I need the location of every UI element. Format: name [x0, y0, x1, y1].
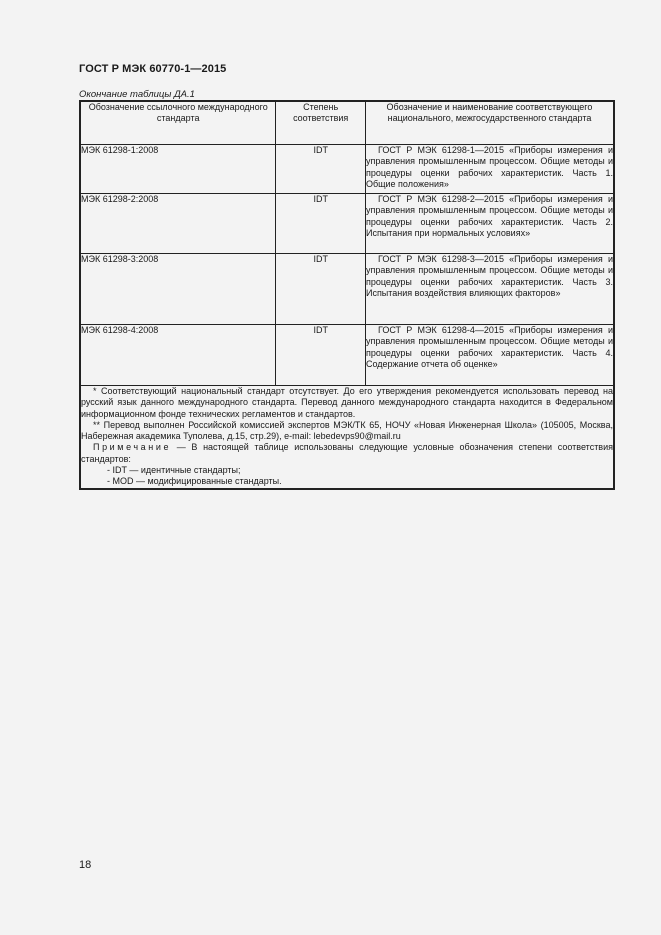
national-standard-cell: ГОСТ Р МЭК 61298-3—2015 «Приборы измерения и управления промышленным процессом. Общие методы и процедуры оценки рабочих характеристик. Часть 3. Испытания воздействия влияющих факторов»: [365, 254, 614, 325]
national-standard-cell: ГОСТ Р МЭК 61298-2—2015 «Приборы измерения и управления промышленным процессом. Общие методы и процедуры оценки рабочих характеристик. Часть 2. Испытания при нормальных условиях»: [365, 194, 614, 254]
ref-standard-cell: МЭК 61298-2:2008: [80, 194, 276, 254]
footnote-2: ** Перевод выполнен Российской комиссией экспертов МЭК/ТК 65, НОЧУ «Новая Инженерная Школа» (105005, Москва, Набережная академика Туполева, д.15, стр.29), e-mail: lebedevps90@mail.ru: [81, 419, 613, 442]
table-header-row: [80, 101, 614, 145]
column-header-national: Обозначение и наименование соответствующего национального, межгосударственного стандарта: [365, 101, 614, 145]
table-row: [80, 194, 614, 254]
note-item-mod: - MOD — модифицированные стандарты.: [107, 476, 282, 487]
degree-cell: IDT: [276, 145, 366, 194]
table-row: [80, 325, 614, 386]
table-row: [80, 254, 614, 325]
table-caption: Окончание таблицы ДА.1: [79, 89, 195, 100]
degree-cell: IDT: [276, 325, 366, 386]
standards-table: [79, 100, 615, 490]
note-text: — В настоящей таблице использованы следующие условные обозначения степени соответствия стандартов:: [81, 442, 613, 464]
document-title: ГОСТ Р МЭК 60770-1—2015: [79, 63, 227, 75]
ref-standard-cell: МЭК 61298-3:2008: [80, 254, 276, 325]
degree-cell: IDT: [276, 194, 366, 254]
ref-standard-cell: МЭК 61298-4:2008: [80, 325, 276, 386]
column-header-ref: Обозначение ссылочного международного стандарта: [80, 101, 276, 145]
ref-standard-cell: МЭК 61298-1:2008: [80, 145, 276, 194]
national-standard-cell: ГОСТ Р МЭК 61298-1—2015 «Приборы измерения и управления промышленным процессом. Общие методы и процедуры оценки рабочих характеристик. Часть 1. Общие положения»: [365, 145, 614, 194]
table-notes: [80, 386, 614, 489]
national-standard-cell: ГОСТ Р МЭК 61298-4—2015 «Приборы измерения и управления промышленным процессом. Общие методы и процедуры оценки рабочих характеристик. Часть 4. Содержание отчета об оценке»: [365, 325, 614, 386]
footnote-1: * Соответствующий национальный стандарт отсутствует. До его утверждения рекомендуется использовать перевод на русский язык данного международного стандарта. Перевод данного международного стандарта находится в Федеральном информационном фонде технических регламентов и стандартов.: [81, 386, 613, 419]
note-paragraph: [81, 442, 613, 465]
note-item-idt: - IDT — идентичные стандарты;: [107, 465, 241, 476]
note-label: Примечание: [93, 442, 172, 453]
page-number: 18: [79, 859, 92, 871]
column-header-degree: Степень соответствия: [276, 101, 366, 145]
table-notes-row: [80, 386, 614, 489]
table-row: [80, 145, 614, 194]
degree-cell: IDT: [276, 254, 366, 325]
